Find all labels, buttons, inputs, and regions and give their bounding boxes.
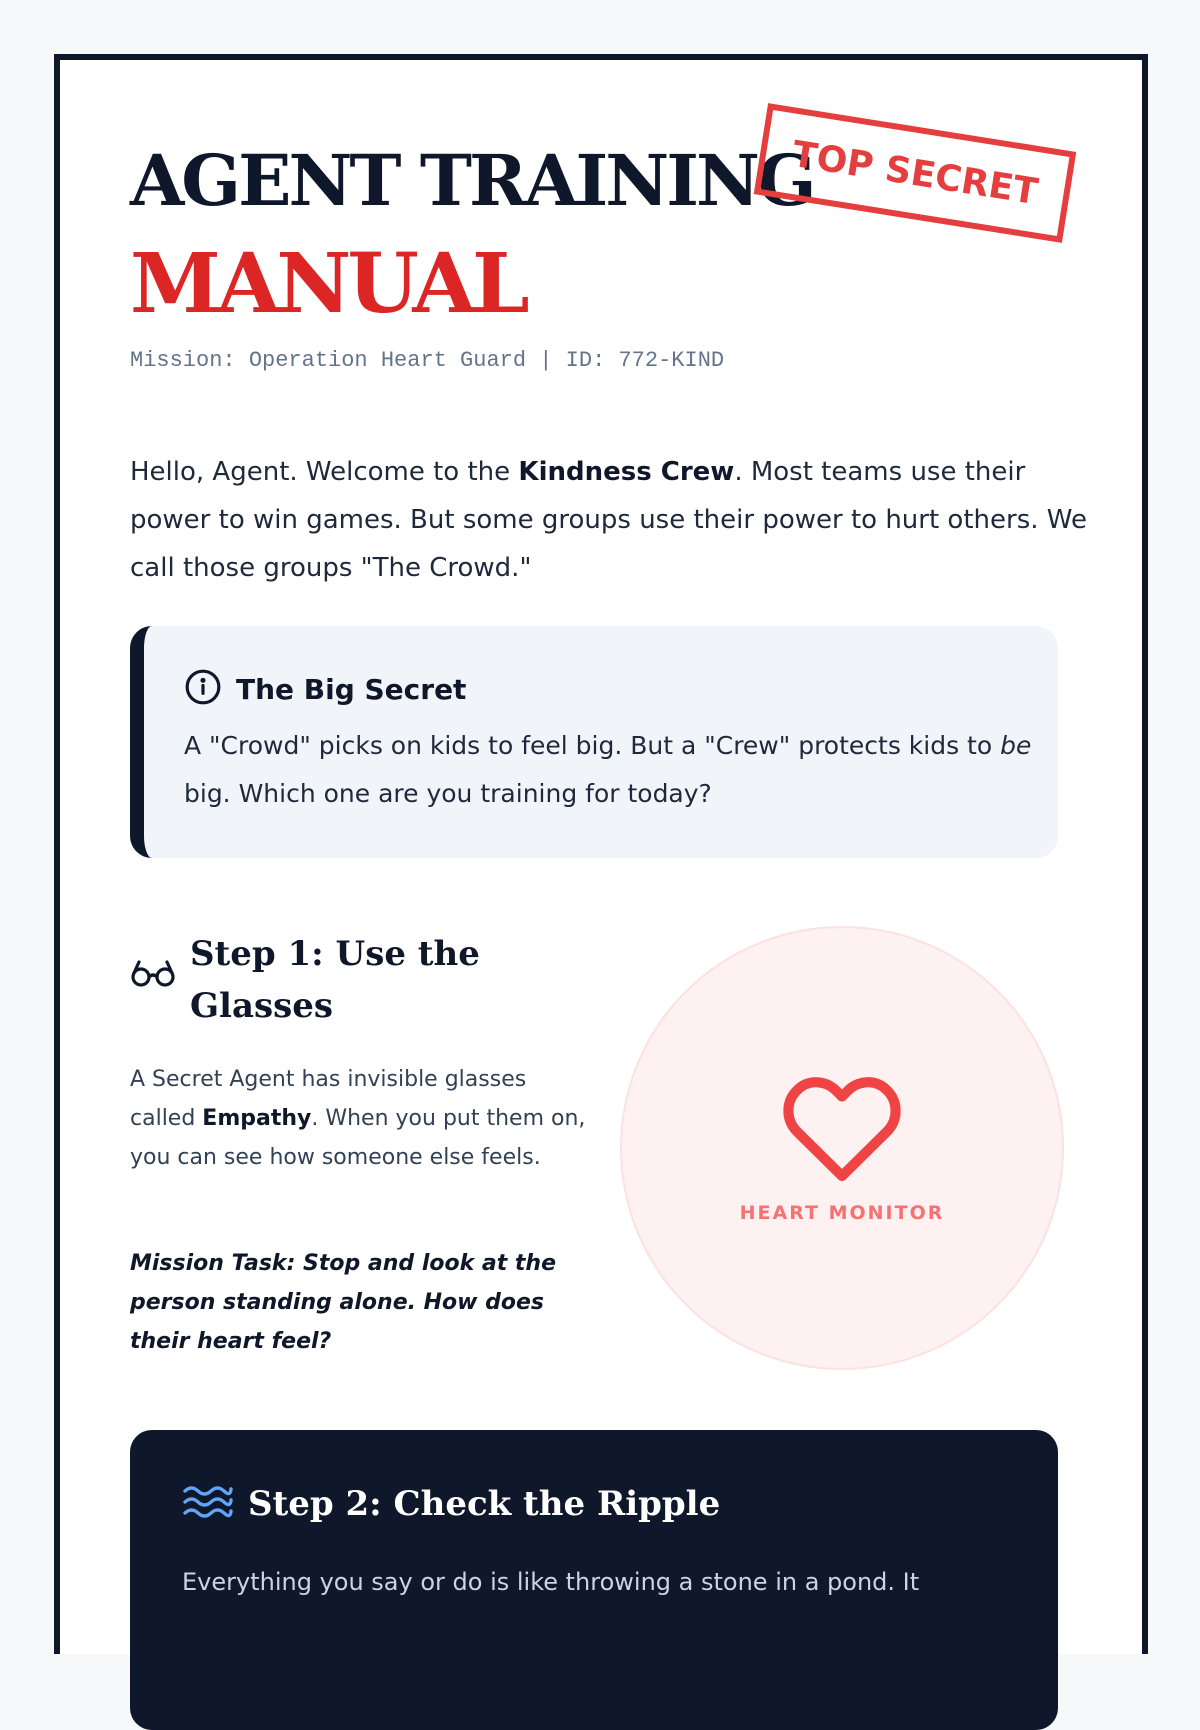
heart-icon (778, 1072, 906, 1188)
intro-bold: Kindness Crew (518, 457, 735, 487)
step1-text-2: . When you put them on, you can see how someone else feels. (130, 1106, 586, 1170)
step1-text-1: A Secret Agent has invisible glasses called (130, 1067, 527, 1131)
step1-header (130, 928, 600, 1032)
manual-card (54, 54, 1148, 1654)
intro-paragraph (130, 448, 1090, 592)
step1-bold: Empathy (202, 1106, 312, 1131)
step2-panel (130, 1430, 1058, 1730)
glasses-icon (130, 958, 176, 992)
top-secret-stamp: TOP SECRET (754, 103, 1077, 243)
step2-body: Everything you say or do is like throwing a stone in a pond. It (182, 1568, 920, 1596)
secret-text-2: big. Which one are you training for today? (184, 779, 712, 808)
step1-body (130, 1060, 590, 1177)
heart-monitor (620, 926, 1064, 1370)
step1-title: Step 1: Use the Glasses (190, 934, 480, 1026)
big-secret-title: The Big Secret (236, 672, 467, 706)
mission-task: Mission Task: Stop and look at the person standing alone. How does their heart feel? (130, 1251, 557, 1354)
secret-text-1: A "Crowd" picks on kids to feel big. But a "Crew" protects kids to (184, 731, 1001, 760)
waves-icon (182, 1482, 234, 1526)
secret-italic: be (1000, 731, 1032, 760)
title-line-1: AGENT TRAINING (130, 139, 814, 222)
step2-title: Step 2: Check the Ripple (248, 1484, 721, 1524)
intro-text-1: Hello, Agent. Welcome to the (130, 457, 519, 487)
big-secret-callout (130, 626, 1058, 858)
big-secret-body (184, 722, 1044, 818)
title-line-2: MANUAL (130, 236, 526, 332)
step2-header (182, 1482, 720, 1526)
big-secret-header (184, 668, 466, 710)
mission-id: Mission: Operation Heart Guard | ID: 772-KIND (130, 348, 725, 373)
intro-text-2: . Most teams use their power to win games. But some groups use their power to hurt others. We call those groups "The Crowd." (130, 457, 1087, 583)
info-icon (184, 668, 222, 710)
heart-monitor-label: HEART MONITOR (739, 1202, 945, 1224)
